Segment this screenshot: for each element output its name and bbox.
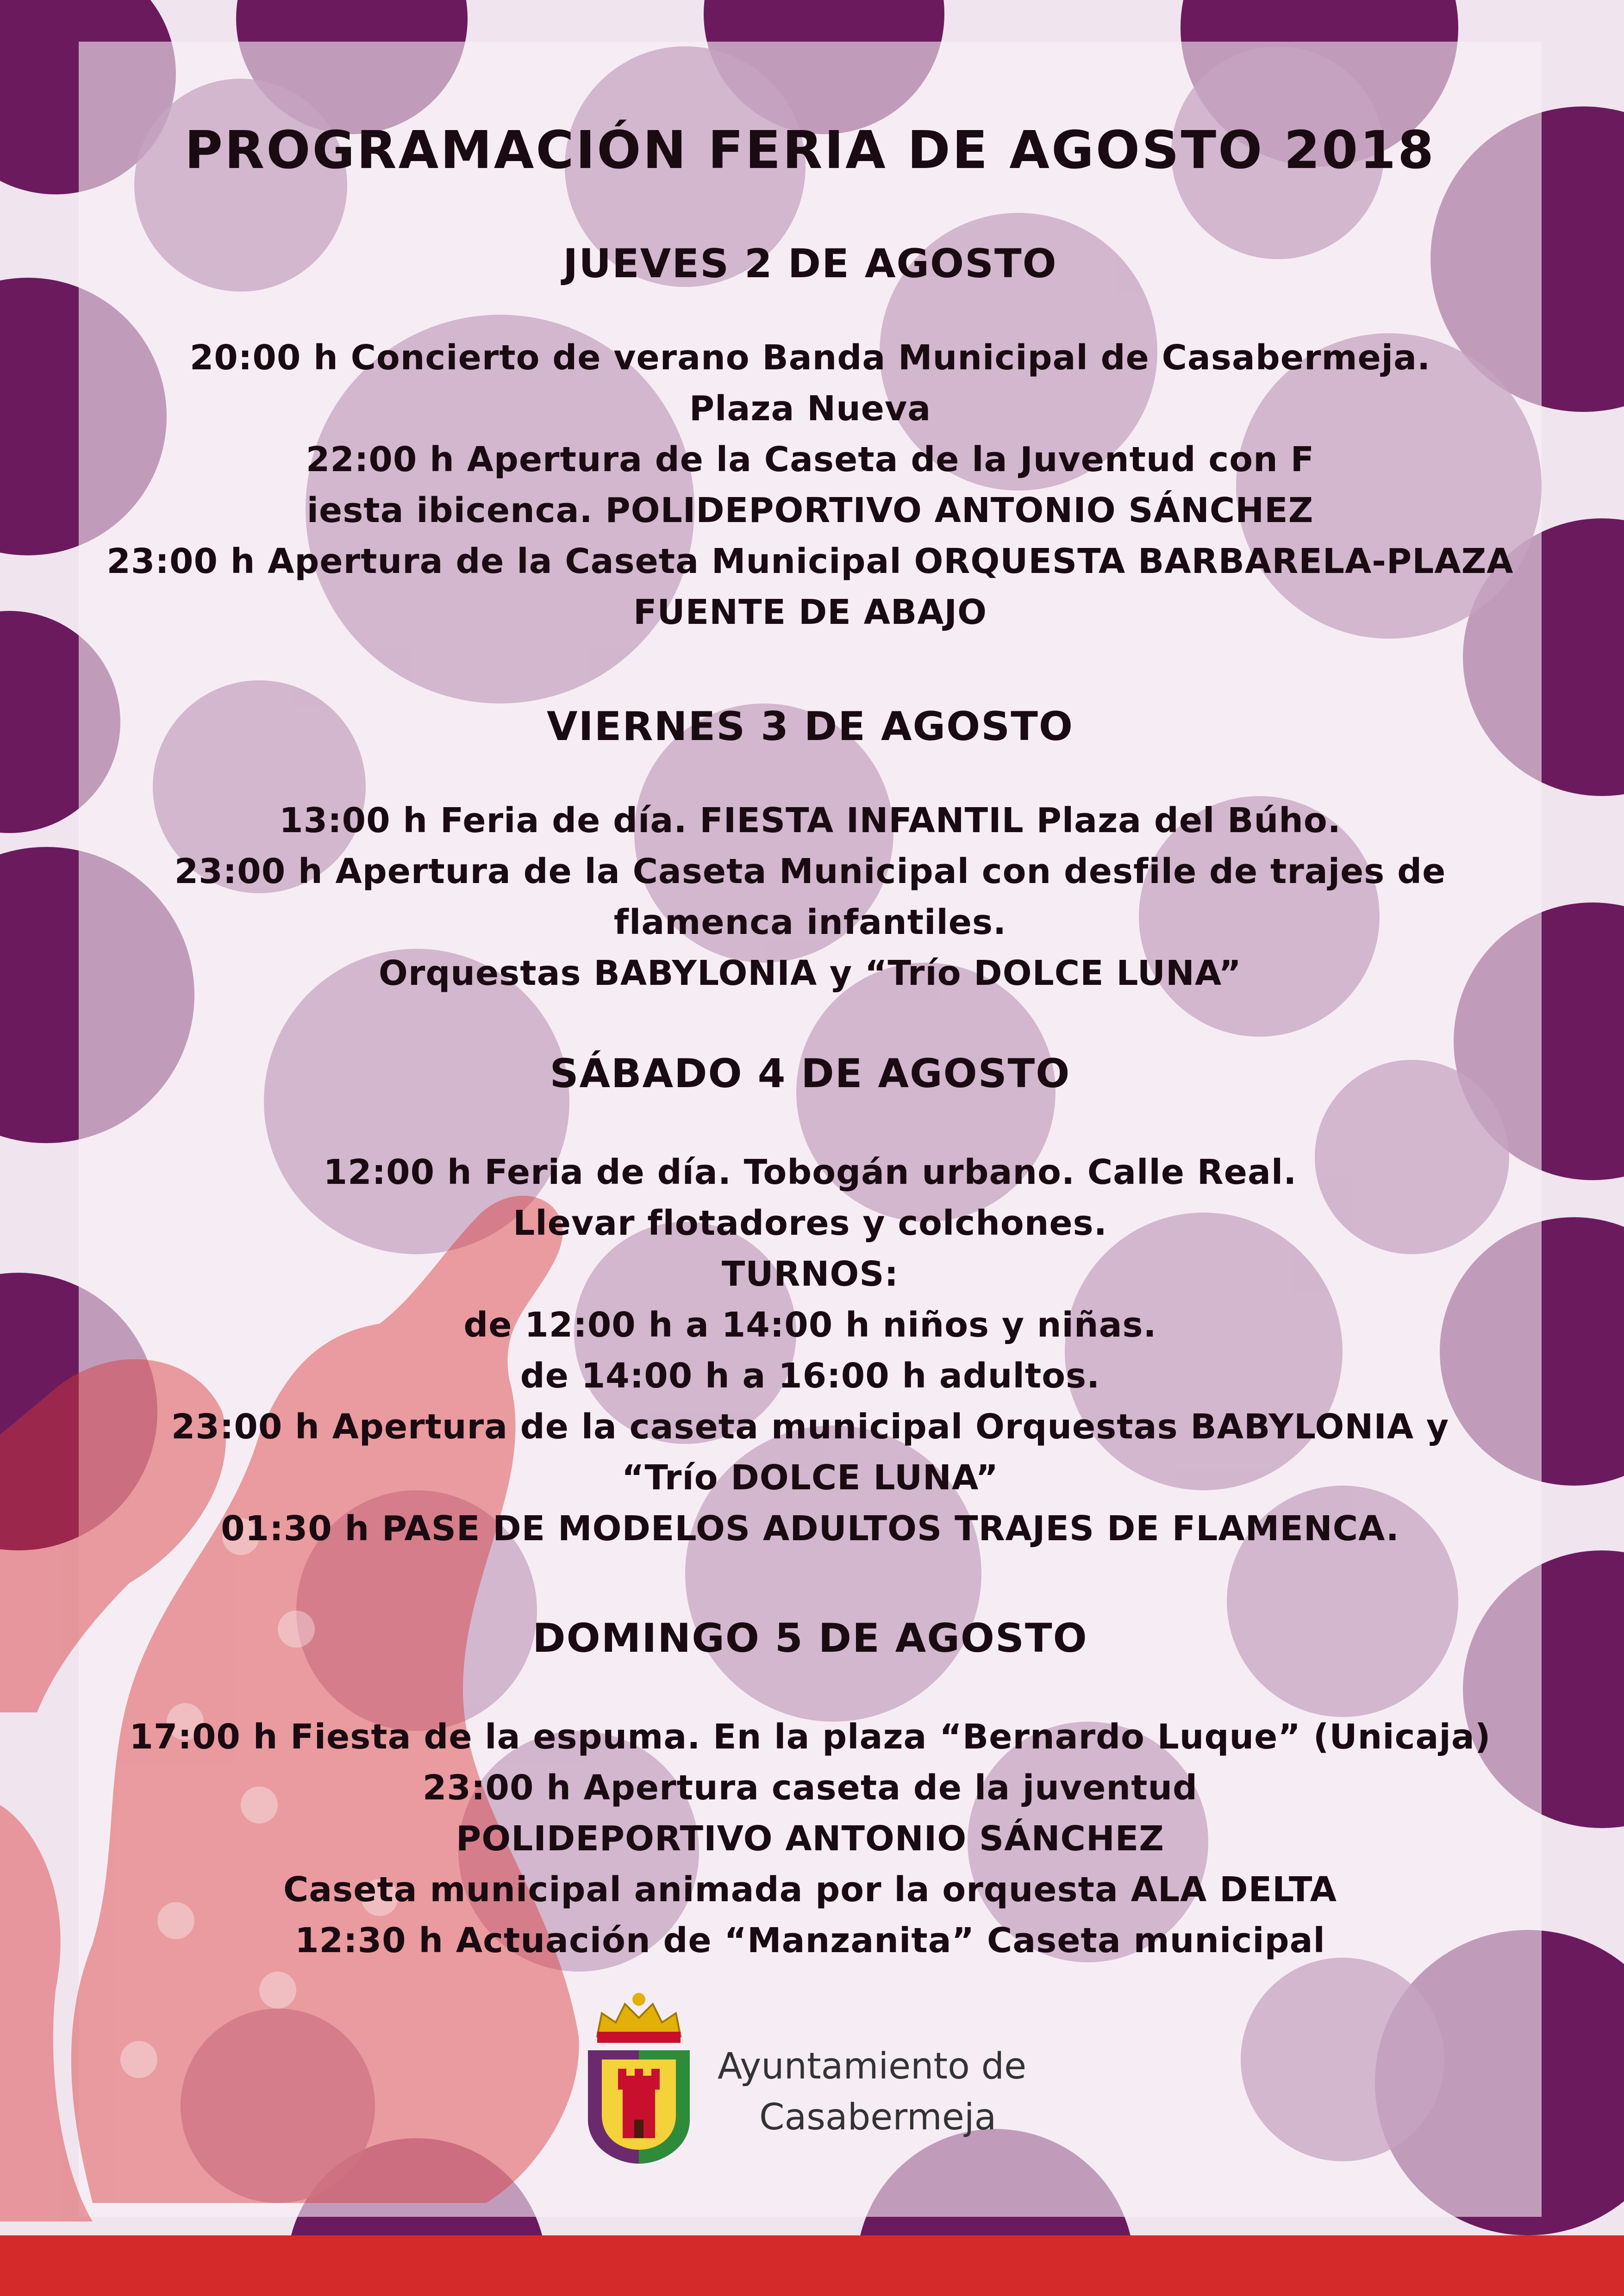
event-line: Llevar flotadores y colchones.: [513, 1203, 1107, 1243]
event-line: “Trío DOLCE LUNA”: [621, 1458, 999, 1498]
event-line: de 12:00 h a 14:00 h niños y niñas.: [463, 1305, 1157, 1345]
coat-of-arms-icon: [579, 1981, 699, 2166]
page-title: PROGRAMACIÓN FERIA DE AGOSTO 2018: [184, 120, 1436, 180]
event-line: Plaza Nueva: [689, 389, 931, 429]
event-line: TURNOS:: [721, 1254, 899, 1294]
event-line: 12:00 h Feria de día. Tobogán urbano. Calle Real.: [323, 1152, 1297, 1192]
day-heading-thursday: JUEVES 2 DE AGOSTO: [563, 241, 1057, 287]
event-line: iesta ibicenca. POLIDEPORTIVO ANTONIO SÁNCHEZ: [306, 491, 1314, 530]
event-line: 20:00 h Concierto de verano Banda Municipal de Casabermeja.: [189, 338, 1431, 378]
organizer-line-2: Casabermeja: [759, 2097, 997, 2138]
event-line: Caseta municipal animada por la orquesta ALA DELTA: [283, 1870, 1337, 1910]
event-line: Orquestas BABYLONIA y “Trío DOLCE LUNA”: [378, 953, 1242, 993]
organizer-line-1: Ayuntamiento de: [718, 2046, 1027, 2087]
event-line: 12:30 h Actuación de “Manzanita” Caseta municipal: [295, 1921, 1325, 1960]
event-line: 23:00 h Apertura de la caseta municipal Orquestas BABYLONIA y: [171, 1407, 1449, 1447]
event-line: de 14:00 h a 16:00 h adultos.: [520, 1356, 1100, 1396]
event-line: 13:00 h Feria de día. FIESTA INFANTIL Plaza del Búho.: [279, 801, 1341, 840]
event-line: FUENTE DE ABAJO: [633, 592, 987, 632]
day-heading-saturday: SÁBADO 4 DE AGOSTO: [550, 1051, 1071, 1097]
day-heading-sunday: DOMINGO 5 DE AGOSTO: [532, 1615, 1088, 1661]
event-line: 23:00 h Apertura de la Caseta Municipal ORQUESTA BARBARELA-PLAZA: [106, 541, 1514, 581]
event-line: 22:00 h Apertura de la Caseta de la Juventud con F: [306, 440, 1315, 479]
event-line: flamenca infantiles.: [613, 902, 1007, 942]
event-line: 23:00 h Apertura de la Caseta Municipal con desfile de trajes de: [174, 852, 1446, 891]
day-heading-friday: VIERNES 3 DE AGOSTO: [547, 703, 1074, 750]
event-line: 01:30 h PASE DE MODELOS ADULTOS TRAJES DE FLAMENCA.: [221, 1509, 1399, 1549]
event-line: 23:00 h Apertura caseta de la juventud: [422, 1768, 1198, 1808]
event-line: POLIDEPORTIVO ANTONIO SÁNCHEZ: [456, 1819, 1164, 1859]
bottom-red-band: [0, 2235, 1624, 2296]
event-line: 17:00 h Fiesta de la espuma. En la plaza “Bernardo Luque” (Unicaja): [129, 1717, 1491, 1757]
